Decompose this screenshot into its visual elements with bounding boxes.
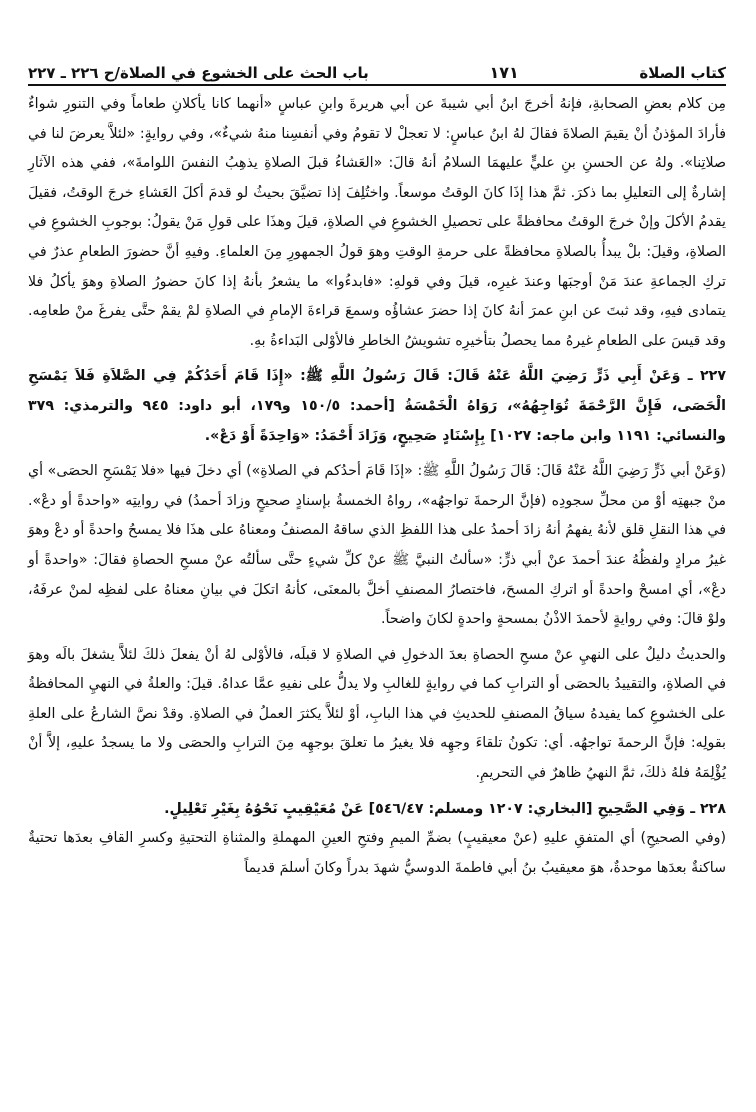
page-body — [28, 90, 726, 883]
hadith-228: ٢٢٨ ـ وَفِي الصَّحِيحِ [البخاري: ١٢٠٧ ومسلم: ٥٤٦/٤٧] عَنْ مُعَيْقِيبٍ نَحْوُهُ بِغَيْرِ تَعْلِيلٍ. — [164, 800, 726, 817]
book-title: كتاب الصلاة — [639, 64, 726, 82]
hadith-227: ٢٢٧ ـ وَعَنْ أَبِي ذَرٍّ رَضِيَ اللَّهُ عَنْهُ قَالَ: قَالَ رَسُولُ اللَّهِ ﷺ: «إِذَا قَامَ أَحَدُكُمْ فِي الصَّلاَةِ فَلاَ يَمْسَحِ الْحَصَى، فَإِنَّ الرَّحْمَةَ تُوَاجِهُهُ»، رَوَاهُ الْخَمْسَةُ [أحمد: ١٥٠/٥ و١٧٩، أبو داود: ٩٤٥ والترمذي: ٣٧٩ والنسائي: ١١٩١ وابن ماجه: ١٠٢٧] بِإِسْنَادٍ صَحِيحٍ، وَزَادَ أَحْمَدُ: «وَاحِدَةً أَوْ دَعْ». — [28, 368, 726, 444]
paragraph-commentary: (وفي الصحيحِ) أي المتفقِ عليهِ (عنْ معيقيبٍ) بضمِّ الميمِ وفتحِ العينِ المهملةِ والمثناةِ التحتيةِ وكسرِ القافِ بعدَها تحتيةٌ ساكنةٌ بعدَها موحدةٌ، هوَ معيقيبُ بنُ أبي فاطمةَ الدوسيُّ شهدَ بدراً وكانَ أسلمَ قديماً — [28, 830, 726, 876]
running-header — [28, 52, 726, 86]
page-number: ١٧١ — [489, 63, 519, 82]
paragraph-commentary: (وَعَنْ أبي ذَرٍّ رَضِيَ اللَّهُ عَنْهُ قَالَ: قَالَ رَسُولُ اللَّهِ ﷺ: «إذَا قَامَ أحدُكم في الصلاةِ») أي دخلَ فيها «فلا يَمْسَحِ الحصَى» أي منْ جبهتِه أوْ من محلِّ سجودِه (فإنَّ الرحمةَ تواجهُه»، رواهُ الخمسةُ بإسنادٍ صحيحٍ وزادَ أحمدُ) في روايتِه «واحدةً أو دعْ». في هذا النقلِ قلق لأنهُ يفهمُ أنهُ زادَ أحمدُ على هذا اللفظِ الذي ساقهُ المصنفُ ومعناهُ على هذَا فلا يمسحُ واحدةً أو دعْ وهوَ غيرُ مرادٍ ولفظُهُ عندَ أحمدَ عنْ أبي ذرٍّ: «سألتُ النبيَّ ﷺ عنْ كلِّ شيءٍ حتَّى سألتُه عنْ مسحِ الحصاةِ فقالَ: «واحدةً أو دعْ»، أي امسحْ واحدةً أو اتركِ المسحَ، فاختصارُ المصنفِ أخلَّ بالمعنَى، كأنهُ اتكلَ في بيانِ معناهُ على لفظِه لمنْ عرفَهُ، ولوْ قالَ: وفي روايةٍ لأحمدَ الاذْنُ بمسحةٍ واحدةٍ لكانَ واضحاً. — [28, 463, 726, 628]
paragraph-commentary: والحديثُ دليلٌ على النهيِ عنْ مسحِ الحصاةِ بعدَ الدخولِ في الصلاةِ لا قبلَه، فالأوْلى لهُ أنْ يفعلَ ذلكَ لئلاَّ يشغلَ بالَه وهوَ في الصلاةِ، والتقييدُ بالحصَى أو الترابِ كما في روايةٍ للغالبِ ولا يدلُّ على نفيهِ عمَّا عداهُ. قيلَ: والعلةُ في النهيِ المحافظةُ على الخشوعِ كما يفيدهُ سياقُ المصنفِ للحديثِ في هذا البابِ، أوْ لئلاَّ يكثرَ العملُ في الصلاةِ. وقدْ نصَّ الشارعُ على العلةِ بقولِه: فإنَّ الرحمةَ تواجهُه. أي: تكونُ تلقاءَ وجهِه فلا يغيرُ ما تعلقَ بوجهِه مِنَ الترابِ والحصَى ولا ما يسجدُ عليهِ، إلاَّ أنْ يُؤْلِمَهُ فلهُ ذلكَ، ثمَّ النهيُ ظاهرٌ في التحريمِ. — [28, 646, 726, 782]
paragraph-commentary: مِن كلام بعضِ الصحابةِ، فإنهُ أخرجَ ابنُ أبي شيبةَ عن أبي هريرةَ وابنِ عباسٍ «أنهما كانا يأكلانِ طعاماً وفي التنورِ شواءٌ فأرادَ المؤذنُ أنْ يقيمَ الصلاةَ فقالَ لهُ ابنُ عباسٍ: لا تعجلْ لا تقومُ وفي أنفسِنا منهُ شيءٌ»، وفي روايةٍ: «لئلاَّ يعرضَ لنا في صلاتِنا». ولهُ عن الحسنِ بنِ عليٍّ عليهمَا السلامُ أنهُ قالَ: «العَشاءُ قبلَ الصلاةِ يذهِبُ النفسَ اللوامةَ»، ففي هذه الآثارِ إشارةٌ إلى التعليلِ بما ذكرَ. ثمَّ هذا إذَا كانَ الوقتُ موسعاً. واختُلِفَ إذا تضيَّقَ بحيثُ لو قدمَ أكلَ العَشاءِ خرجَ الوقتُ، فقيلَ يقدمُ الأكلَ وإنْ خرجَ الوقتُ محافظةً على تحصيلِ الخشوعِ في الصلاةِ، قيلَ وهذَا على قولِ مَنْ يقولُ: بوجوبِ الخشوعِ في الصلاةِ، وقيلَ: بلْ يبدأُ بالصلاةِ محافظةً على حرمةِ الوقتِ وهوَ قولُ الجمهورِ مِنَ العلماءِ. وفيهِ أنَّ حضورَ الطعامِ عذرٌ في تركِ الجماعةِ عندَ مَنْ أوجبَها وعندَ غيرِه، قيلَ وفي قولهِ: «فابدءُوا» ما يشعرُ بأنهُ إذا كانَ حضورُ الصلاةِ وهوَ يأكلُ فلا يتمادى فيهِ، وقد ثبتَ عن ابنِ عمرَ أنهُ كانَ إذا حضرَ عشاؤُه وسمعَ قراءةَ الإمامِ في الصلاةِ لمْ يقمْ حتَّى يفرغَ منْ طعامِه. وقد قيسَ على الطعامِ غيرهُ مما يحصلُ بتأخيرِه تشويشُ الخاطرِ فالأوْلى البَداءةُ بهِ. — [27, 96, 726, 349]
chapter-title: باب الحث على الخشوع في الصلاة/ح ٢٢٦ ـ ٢٢٧ — [28, 64, 369, 82]
